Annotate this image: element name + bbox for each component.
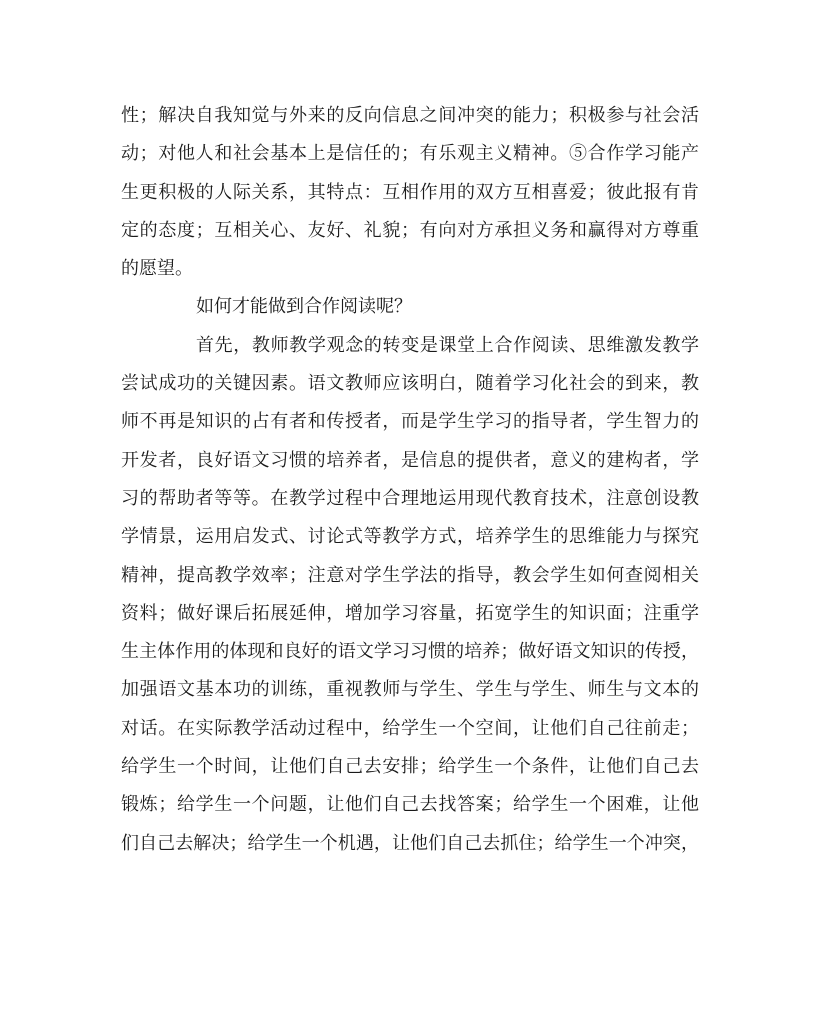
text-line: 尝试成功的关键因素。语文教师应该明白，随着学习化社会的到来，教 [121,373,699,395]
text-line: 生更积极的人际关系，其特点：互相作用的双方互相喜爱；彼此报有肯 [121,181,699,203]
text-line: 们自己去解决；给学生一个机遇，让他们自己去抓住；给学生一个冲突， [121,832,699,854]
text-line: 生主体作用的体现和良好的语文学习习惯的培养；做好语文知识的传授， [121,641,699,663]
text-line: 师不再是知识的占有者和传授者，而是学生学习的指导者，学生智力的 [121,411,699,433]
text-line: 习的帮助者等等。在教学过程中合理地运用现代教育技术，注意创设教 [121,487,699,509]
text-line: 定的态度；互相关心、友好、礼貌；有向对方承担义务和赢得对方尊重 [121,219,699,241]
text-line: 给学生一个时间，让他们自己去安排；给学生一个条件，让他们自己去 [121,756,699,778]
text-line: 锻炼；给学生一个问题，让他们自己去找答案；给学生一个困难，让他 [121,794,699,816]
text-line: 学情景，运用启发式、讨论式等教学方式，培养学生的思维能力与探究 [121,526,699,548]
text-line: 资料；做好课后拓展延伸，增加学习容量，拓宽学生的知识面；注重学 [121,602,699,624]
text-line: 开发者，良好语文习惯的培养者，是信息的提供者，意义的建构者，学 [121,449,699,471]
text-line: 精神，提高教学效率；注意对学生学法的指导，教会学生如何查阅相关 [121,564,699,586]
text-line: 对话。在实际教学活动过程中，给学生一个空间，让他们自己往前走； [121,717,699,739]
section-question: 如何才能做到合作阅读呢？ [196,296,412,318]
text-line: 加强语文基本功的训练，重视教师与学生、学生与学生、师生与文本的 [121,679,699,701]
text-line: 的愿望。 [121,258,193,280]
text-line: 首先，教师教学观念的转变是课堂上合作阅读、思维激发教学 [196,334,699,356]
text-line: 动；对他人和社会基本上是信任的；有乐观主义精神。⑤合作学习能产 [121,143,699,165]
body-text [121,97,699,863]
text-line: 性；解决自我知觉与外来的反向信息之间冲突的能力；积极参与社会活 [121,105,699,126]
